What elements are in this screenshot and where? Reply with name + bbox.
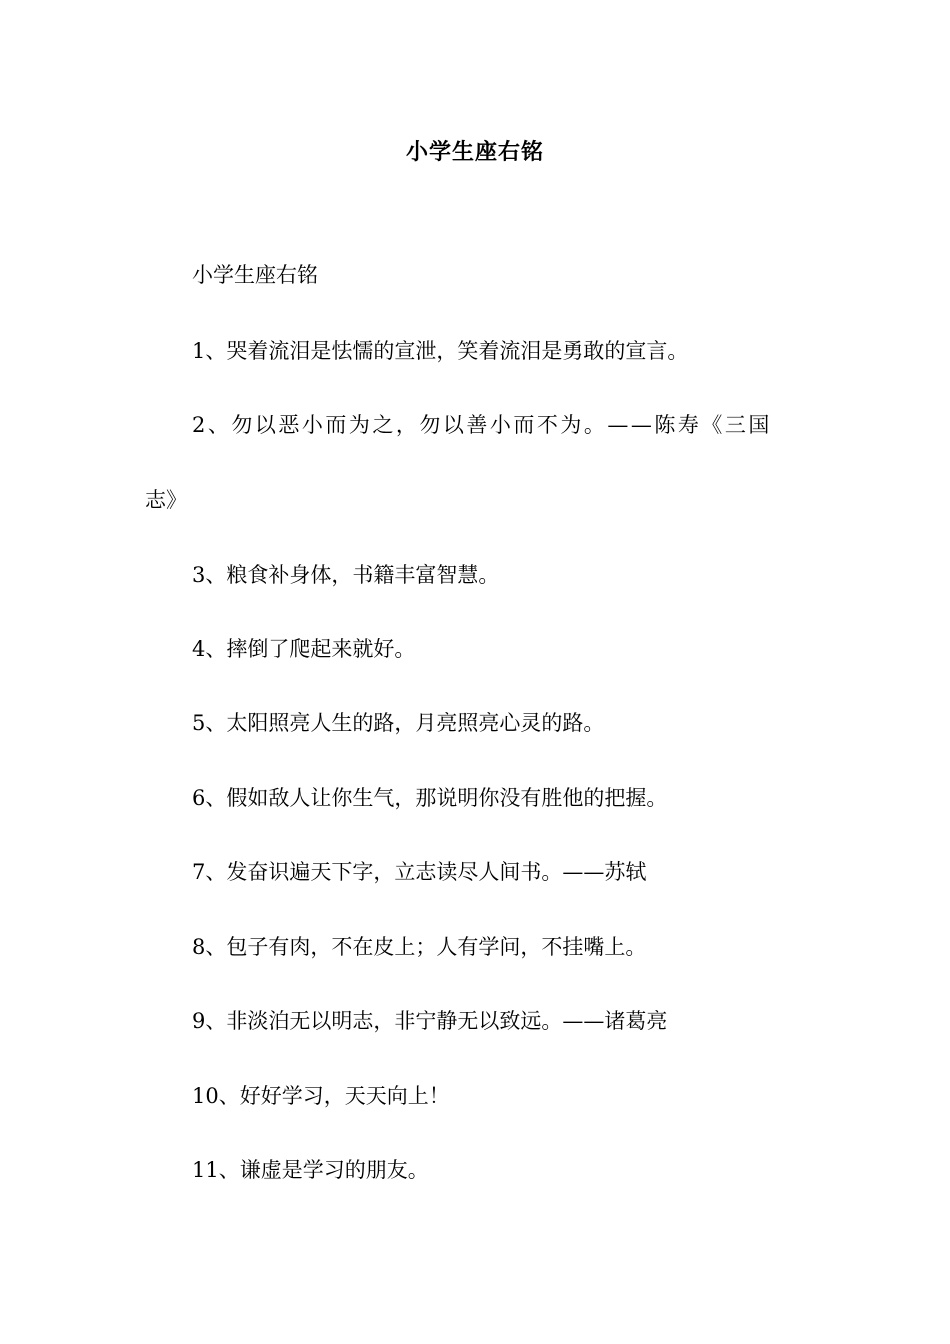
motto-line-5: 5、太阳照亮人生的路，月亮照亮心灵的路。 — [192, 711, 605, 735]
motto-line-7: 7、发奋识遍天下字，立志读尽人间书。——苏轼 — [192, 860, 647, 884]
motto-line-6: 6、假如敌人让你生气，那说明你没有胜他的把握。 — [192, 786, 668, 810]
motto-line-2-continued: 志》 — [145, 488, 187, 512]
motto-line-11: 11、谦虚是学习的朋友。 — [192, 1158, 429, 1182]
motto-line-10: 10、好好学习，天天向上！ — [192, 1084, 450, 1108]
document-title: 小学生座右铭 — [405, 139, 544, 165]
motto-line-1: 1、哭着流泪是怯懦的宣泄，笑着流泪是勇敢的宣言。 — [192, 339, 689, 363]
motto-line-8: 8、包子有肉，不在皮上；人有学问，不挂嘴上。 — [192, 935, 647, 959]
motto-line-9: 9、非淡泊无以明志，非宁静无以致远。——诸葛亮 — [192, 1009, 668, 1033]
motto-line-3: 3、粮食补身体，书籍丰富智慧。 — [192, 563, 500, 587]
motto-line-4: 4、摔倒了爬起来就好。 — [192, 637, 416, 661]
document-subtitle: 小学生座右铭 — [192, 263, 318, 287]
motto-line-2: 2、勿以恶小而为之，勿以善小而不为。——陈寿《三国 — [192, 413, 772, 437]
